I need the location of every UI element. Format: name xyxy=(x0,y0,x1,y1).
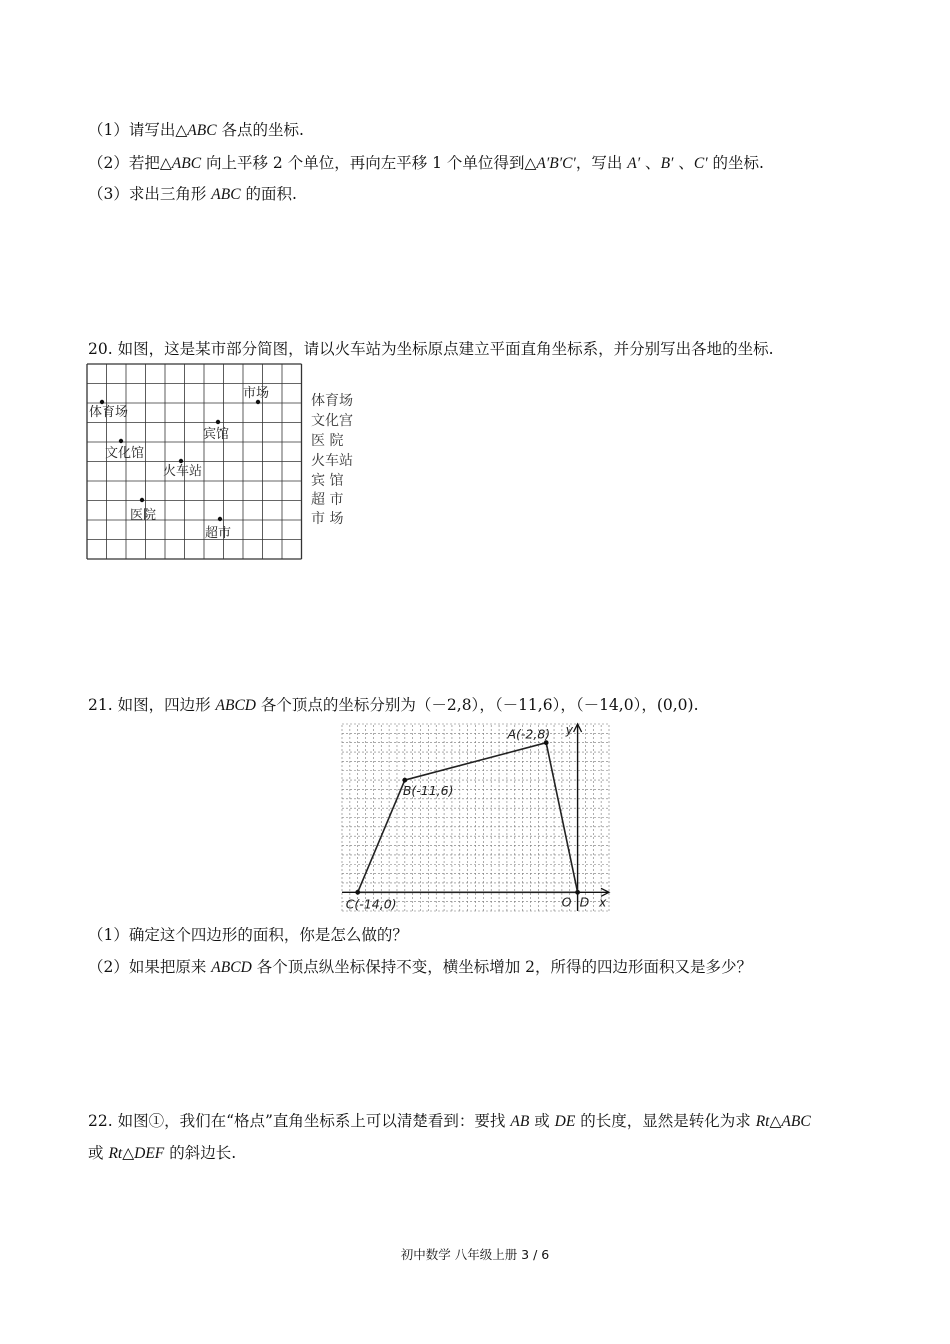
math-var: ABC xyxy=(211,186,241,203)
math-var: B′ xyxy=(660,155,674,172)
label-a: A(-2,8) xyxy=(507,726,551,742)
city-map-figure xyxy=(85,362,370,567)
quadrilateral-figure xyxy=(338,720,613,915)
page-footer: 初中数学 八年级上册 3 / 6 xyxy=(400,1247,550,1262)
y-axis-label: y xyxy=(565,722,573,737)
math-var: ABC xyxy=(781,1113,811,1130)
math-var: ABC xyxy=(187,122,217,139)
math-var: C′ xyxy=(693,155,708,172)
side-list-item: 市 场 xyxy=(311,511,344,527)
q19-part3 xyxy=(88,184,297,205)
triangle-symbol: △ xyxy=(524,154,537,172)
text: （3）求出三角形 xyxy=(88,185,212,203)
map-label-supermarket: 超市 xyxy=(205,526,232,541)
text: 向上平移 2 个单位，再向左平移 1 个单位得到 xyxy=(201,154,525,172)
side-list-item: 体育场 xyxy=(311,393,353,409)
map-label-culture-palace: 文化馆 xyxy=(105,446,145,461)
vertex-c xyxy=(355,890,360,895)
q19-part2 xyxy=(88,153,764,174)
label-c: C(-14,0) xyxy=(345,896,397,912)
hospital-dot xyxy=(140,498,144,502)
map-label-train-station: 火车站 xyxy=(163,464,203,479)
math-var: DE xyxy=(554,1113,576,1130)
text: 、 xyxy=(640,154,661,172)
side-list-item: 火车站 xyxy=(311,453,353,469)
q22-line2 xyxy=(88,1143,236,1164)
text: 或 xyxy=(88,1144,109,1162)
math-var: Rt xyxy=(755,1113,770,1130)
q21-part1: （1）确定这个四边形的面积，你是怎么做的？ xyxy=(88,926,408,944)
supermarket-dot xyxy=(218,517,222,521)
x-axis-label: x xyxy=(599,894,607,910)
q19-part1 xyxy=(88,120,304,141)
side-list-item: 超 市 xyxy=(311,492,344,508)
math-var: ABCD xyxy=(211,959,252,976)
math-var: Rt xyxy=(108,1145,123,1162)
text: 22. 如图①，我们在“格点”直角坐标系上可以清楚看到：要找 xyxy=(88,1112,511,1130)
label-b: B(-11,6) xyxy=(402,783,454,799)
text: （1）请写出 xyxy=(88,121,176,139)
triangle-symbol: △ xyxy=(159,154,172,172)
math-var: ABCD xyxy=(215,697,256,714)
math-var: A′B′C′ xyxy=(536,155,576,172)
train-station-dot xyxy=(179,459,183,463)
triangle-symbol: △ xyxy=(769,1112,782,1130)
triangle-symbol: △ xyxy=(122,1144,135,1162)
text: 各点的坐标. xyxy=(216,121,304,139)
math-var: AB xyxy=(510,1113,530,1130)
q22-line1 xyxy=(88,1111,811,1132)
q21-intro xyxy=(88,695,699,716)
map-label-hospital: 医院 xyxy=(130,508,157,523)
text: 的坐标. xyxy=(707,154,764,172)
text: （2）如果把原来 xyxy=(88,958,212,976)
label-origin: O xyxy=(561,894,572,910)
text: 的长度，显然是转化为求 xyxy=(575,1112,756,1130)
text: 的面积. xyxy=(240,185,297,203)
text: 21. 如图，四边形 xyxy=(88,696,216,714)
label-d: D xyxy=(579,894,590,910)
map-label-market: 市场 xyxy=(243,386,270,401)
text: 的斜边长. xyxy=(164,1144,237,1162)
side-list-item: 医 院 xyxy=(311,433,344,449)
q21-part2 xyxy=(88,957,752,978)
text: 各个顶点纵坐标保持不变，横坐标增加 2，所得的四边形面积又是多少？ xyxy=(251,958,752,976)
text: ，写出 xyxy=(575,154,628,172)
side-list-item: 文化宫 xyxy=(311,413,353,429)
stadium-dot xyxy=(100,400,104,404)
vertex-b xyxy=(402,778,407,783)
text: （2）若把 xyxy=(88,154,160,172)
math-var: A′ xyxy=(627,155,641,172)
text: 或 xyxy=(529,1112,555,1130)
hotel-dot xyxy=(216,420,220,424)
q20-text: 20. 如图，这是某市部分简图，请以火车站为坐标原点建立平面直角坐标系，并分别写出各地的坐标. xyxy=(88,340,774,358)
text: 、 xyxy=(673,154,694,172)
math-var: ABC xyxy=(171,155,202,172)
culture-palace-dot xyxy=(119,439,123,443)
text: 各个顶点的坐标分别为（－2,8），（－11,6），（－14,0），(0,0). xyxy=(255,696,699,714)
triangle-symbol: △ xyxy=(175,121,188,139)
math-var: DEF xyxy=(134,1145,165,1162)
map-label-hotel: 宾馆 xyxy=(203,427,230,442)
side-list-item: 宾 馆 xyxy=(311,473,344,489)
map-label-stadium: 体育场 xyxy=(89,405,129,420)
